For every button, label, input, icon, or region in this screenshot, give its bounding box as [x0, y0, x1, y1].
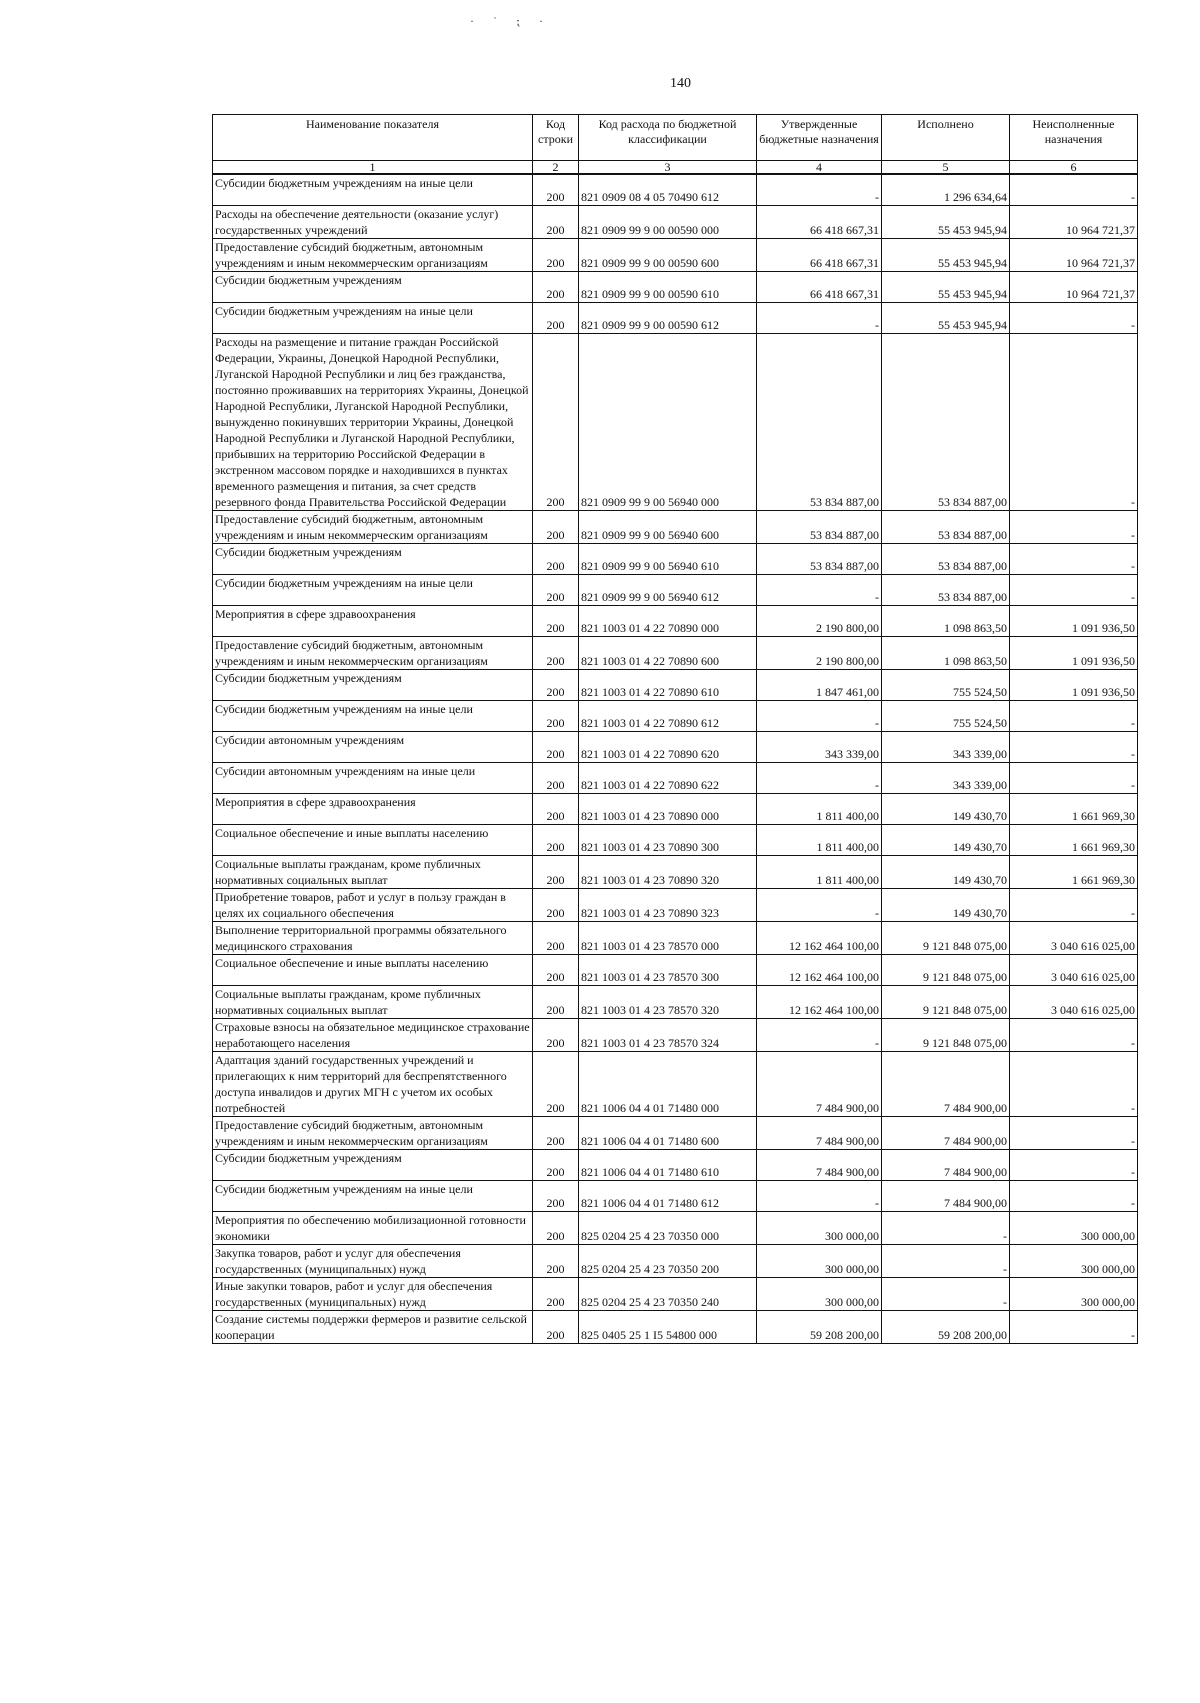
- row-executed: 149 430,70: [882, 889, 1010, 922]
- row-expense-code: 825 0204 25 4 23 70350 240: [579, 1278, 757, 1311]
- row-unexecuted: -: [1010, 1311, 1138, 1344]
- row-approved: -: [757, 1019, 882, 1052]
- row-executed: 9 121 848 075,00: [882, 922, 1010, 955]
- row-name: Закупка товаров, работ и услуг для обеспечения государственных (муниципальных) нужд: [213, 1245, 533, 1278]
- row-expense-code: 821 0909 99 9 00 56940 612: [579, 575, 757, 606]
- table-row: [213, 1019, 1138, 1052]
- row-line-code: 200: [533, 794, 579, 825]
- budget-execution-table: [212, 114, 1138, 1344]
- table-row: [213, 511, 1138, 544]
- table-row: [213, 303, 1138, 334]
- table-row: [213, 1278, 1138, 1311]
- row-approved: 12 162 464 100,00: [757, 922, 882, 955]
- page-number: 140: [670, 76, 691, 91]
- row-unexecuted: 3 040 616 025,00: [1010, 955, 1138, 986]
- row-approved: 59 208 200,00: [757, 1311, 882, 1344]
- row-name: Создание системы поддержки фермеров и развитие сельской кооперации: [213, 1311, 533, 1344]
- table-row: [213, 825, 1138, 856]
- row-unexecuted: 1 091 936,50: [1010, 670, 1138, 701]
- row-executed: 55 453 945,94: [882, 272, 1010, 303]
- row-expense-code: 821 1003 01 4 22 70890 622: [579, 763, 757, 794]
- table-row: [213, 794, 1138, 825]
- row-expense-code: 825 0405 25 1 I5 54800 000: [579, 1311, 757, 1344]
- row-unexecuted: 10 964 721,37: [1010, 239, 1138, 272]
- row-name: Социальное обеспечение и иные выплаты населению: [213, 825, 533, 856]
- row-line-code: 200: [533, 575, 579, 606]
- row-line-code: 200: [533, 1311, 579, 1344]
- row-line-code: 200: [533, 511, 579, 544]
- table-row: [213, 544, 1138, 575]
- row-executed: 1 296 634,64: [882, 174, 1010, 206]
- row-name: Субсидии автономным учреждениям на иные цели: [213, 763, 533, 794]
- row-line-code: 200: [533, 856, 579, 889]
- row-name: Субсидии автономным учреждениям: [213, 732, 533, 763]
- table-row: [213, 239, 1138, 272]
- row-name: Субсидии бюджетным учреждениям: [213, 544, 533, 575]
- row-approved: 53 834 887,00: [757, 544, 882, 575]
- table-row: [213, 955, 1138, 986]
- row-approved: 300 000,00: [757, 1278, 882, 1311]
- row-name: Иные закупки товаров, работ и услуг для обеспечения государственных (муниципальных) нужд: [213, 1278, 533, 1311]
- row-approved: 1 811 400,00: [757, 856, 882, 889]
- row-unexecuted: -: [1010, 544, 1138, 575]
- row-executed: -: [882, 1278, 1010, 1311]
- row-name: Предоставление субсидий бюджетным, автономным учреждениям и иным некоммерческим организациям: [213, 1117, 533, 1150]
- row-unexecuted: 1 091 936,50: [1010, 606, 1138, 637]
- row-line-code: 200: [533, 1245, 579, 1278]
- row-unexecuted: 1 661 969,30: [1010, 794, 1138, 825]
- row-unexecuted: -: [1010, 763, 1138, 794]
- row-name: Расходы на размещение и питание граждан Российской Федерации, Украины, Донецкой Народной Республики, Луганской Народной Республики и лиц без гражданства, постоянно проживавших на территориях Украины, Донецкой Народной Республики, Луганской Народной Республики, вынужденно покинувших территории Украины, Донецкой Народной Республики и Луганской Народной Республики, прибывших на территорию Российской Федерации в экстренном массовом порядке и находившихся в пунктах временного размещения и питания, за счет средств резервного фонда Правительства Российской Федерации: [213, 334, 533, 511]
- row-line-code: 200: [533, 955, 579, 986]
- row-name: Социальное обеспечение и иные выплаты населению: [213, 955, 533, 986]
- row-expense-code: 821 1003 01 4 23 78570 000: [579, 922, 757, 955]
- row-name: Расходы на обеспечение деятельности (оказание услуг) государственных учреждений: [213, 206, 533, 239]
- row-name: Субсидии бюджетным учреждениям: [213, 1150, 533, 1181]
- row-unexecuted: -: [1010, 1052, 1138, 1117]
- row-name: Предоставление субсидий бюджетным, автономным учреждениям и иным некоммерческим организациям: [213, 637, 533, 670]
- row-unexecuted: -: [1010, 1117, 1138, 1150]
- row-expense-code: 821 0909 99 9 00 00590 610: [579, 272, 757, 303]
- row-executed: 755 524,50: [882, 670, 1010, 701]
- row-unexecuted: -: [1010, 511, 1138, 544]
- row-expense-code: 821 1003 01 4 23 70890 000: [579, 794, 757, 825]
- row-approved: 7 484 900,00: [757, 1117, 882, 1150]
- row-line-code: 200: [533, 637, 579, 670]
- row-approved: 53 834 887,00: [757, 334, 882, 511]
- row-line-code: 200: [533, 1278, 579, 1311]
- row-unexecuted: -: [1010, 889, 1138, 922]
- row-approved: 2 190 800,00: [757, 637, 882, 670]
- column-number: 4: [757, 161, 882, 175]
- column-number: 6: [1010, 161, 1138, 175]
- row-approved: 7 484 900,00: [757, 1150, 882, 1181]
- row-unexecuted: -: [1010, 174, 1138, 206]
- table-row: [213, 206, 1138, 239]
- row-unexecuted: -: [1010, 732, 1138, 763]
- row-expense-code: 821 1006 04 4 01 71480 610: [579, 1150, 757, 1181]
- row-approved: 343 339,00: [757, 732, 882, 763]
- row-line-code: 200: [533, 889, 579, 922]
- table-row: [213, 1181, 1138, 1212]
- row-executed: 149 430,70: [882, 794, 1010, 825]
- row-executed: 7 484 900,00: [882, 1117, 1010, 1150]
- row-approved: -: [757, 763, 882, 794]
- row-name: Субсидии бюджетным учреждениям на иные цели: [213, 1181, 533, 1212]
- row-executed: 149 430,70: [882, 856, 1010, 889]
- table-row: [213, 1117, 1138, 1150]
- row-executed: -: [882, 1245, 1010, 1278]
- row-executed: 59 208 200,00: [882, 1311, 1010, 1344]
- row-executed: 755 524,50: [882, 701, 1010, 732]
- row-name: Субсидии бюджетным учреждениям на иные цели: [213, 575, 533, 606]
- row-expense-code: 821 1006 04 4 01 71480 000: [579, 1052, 757, 1117]
- row-name: Выполнение территориальной программы обязательного медицинского страхования: [213, 922, 533, 955]
- row-line-code: 200: [533, 986, 579, 1019]
- row-expense-code: 821 1003 01 4 23 70890 323: [579, 889, 757, 922]
- row-unexecuted: 1 091 936,50: [1010, 637, 1138, 670]
- row-expense-code: 821 0909 08 4 05 70490 612: [579, 174, 757, 206]
- row-expense-code: 821 1003 01 4 22 70890 000: [579, 606, 757, 637]
- row-approved: 2 190 800,00: [757, 606, 882, 637]
- row-line-code: 200: [533, 272, 579, 303]
- row-name: Субсидии бюджетным учреждениям на иные цели: [213, 701, 533, 732]
- row-line-code: 200: [533, 174, 579, 206]
- row-line-code: 200: [533, 922, 579, 955]
- row-name: Страховые взносы на обязательное медицинское страхование неработающего населения: [213, 1019, 533, 1052]
- row-unexecuted: -: [1010, 1181, 1138, 1212]
- table-row: [213, 670, 1138, 701]
- row-approved: 1 811 400,00: [757, 794, 882, 825]
- row-unexecuted: 10 964 721,37: [1010, 272, 1138, 303]
- row-name: Адаптация зданий государственных учреждений и прилегающих к ним территорий для беспрепятственного доступа инвалидов и других МГН с учетом их особых потребностей: [213, 1052, 533, 1117]
- row-executed: 149 430,70: [882, 825, 1010, 856]
- row-line-code: 200: [533, 1212, 579, 1245]
- row-name: Субсидии бюджетным учреждениям на иные цели: [213, 174, 533, 206]
- column-number: 1: [213, 161, 533, 175]
- row-executed: -: [882, 1212, 1010, 1245]
- row-name: Приобретение товаров, работ и услуг в пользу граждан в целях их социального обеспечения: [213, 889, 533, 922]
- row-approved: 12 162 464 100,00: [757, 986, 882, 1019]
- row-executed: 53 834 887,00: [882, 511, 1010, 544]
- header-executed: Исполнено: [882, 115, 1010, 161]
- row-expense-code: 821 1003 01 4 23 70890 300: [579, 825, 757, 856]
- row-approved: 66 418 667,31: [757, 239, 882, 272]
- row-expense-code: 821 0909 99 9 00 56940 610: [579, 544, 757, 575]
- row-line-code: 200: [533, 334, 579, 511]
- row-unexecuted: 3 040 616 025,00: [1010, 986, 1138, 1019]
- row-unexecuted: -: [1010, 334, 1138, 511]
- row-approved: 66 418 667,31: [757, 206, 882, 239]
- column-number-row: [213, 161, 1138, 175]
- row-executed: 7 484 900,00: [882, 1150, 1010, 1181]
- table-row: [213, 1150, 1138, 1181]
- row-line-code: 200: [533, 1117, 579, 1150]
- row-expense-code: 821 1003 01 4 22 70890 612: [579, 701, 757, 732]
- row-name: Социальные выплаты гражданам, кроме публичных нормативных социальных выплат: [213, 986, 533, 1019]
- row-line-code: 200: [533, 763, 579, 794]
- row-executed: 1 098 863,50: [882, 637, 1010, 670]
- row-expense-code: 821 1003 01 4 23 78570 324: [579, 1019, 757, 1052]
- row-line-code: 200: [533, 544, 579, 575]
- row-expense-code: 821 0909 99 9 00 00590 000: [579, 206, 757, 239]
- table-row: [213, 1052, 1138, 1117]
- row-executed: 53 834 887,00: [882, 575, 1010, 606]
- row-line-code: 200: [533, 825, 579, 856]
- row-unexecuted: -: [1010, 303, 1138, 334]
- row-expense-code: 821 0909 99 9 00 00590 600: [579, 239, 757, 272]
- row-approved: -: [757, 889, 882, 922]
- row-approved: -: [757, 575, 882, 606]
- row-expense-code: 821 0909 99 9 00 56940 000: [579, 334, 757, 511]
- row-name: Социальные выплаты гражданам, кроме публичных нормативных социальных выплат: [213, 856, 533, 889]
- row-approved: 300 000,00: [757, 1245, 882, 1278]
- row-unexecuted: -: [1010, 701, 1138, 732]
- row-expense-code: 821 1003 01 4 22 70890 600: [579, 637, 757, 670]
- row-line-code: 200: [533, 670, 579, 701]
- row-approved: 7 484 900,00: [757, 1052, 882, 1117]
- row-approved: -: [757, 701, 882, 732]
- row-unexecuted: -: [1010, 575, 1138, 606]
- row-line-code: 200: [533, 732, 579, 763]
- row-expense-code: 825 0204 25 4 23 70350 200: [579, 1245, 757, 1278]
- table-row: [213, 575, 1138, 606]
- row-expense-code: 825 0204 25 4 23 70350 000: [579, 1212, 757, 1245]
- row-executed: 55 453 945,94: [882, 206, 1010, 239]
- row-expense-code: 821 1003 01 4 22 70890 610: [579, 670, 757, 701]
- row-expense-code: 821 0909 99 9 00 00590 612: [579, 303, 757, 334]
- header-line-code: Код строки: [533, 115, 579, 161]
- row-executed: 1 098 863,50: [882, 606, 1010, 637]
- row-approved: 300 000,00: [757, 1212, 882, 1245]
- row-executed: 7 484 900,00: [882, 1181, 1010, 1212]
- row-approved: 53 834 887,00: [757, 511, 882, 544]
- header-expense-code: Код расхода по бюджетной классификации: [579, 115, 757, 161]
- row-executed: 9 121 848 075,00: [882, 955, 1010, 986]
- row-executed: 343 339,00: [882, 732, 1010, 763]
- row-executed: 9 121 848 075,00: [882, 986, 1010, 1019]
- table-body: [213, 174, 1138, 1344]
- row-executed: 53 834 887,00: [882, 544, 1010, 575]
- table-row: [213, 732, 1138, 763]
- row-unexecuted: 300 000,00: [1010, 1278, 1138, 1311]
- column-number: 5: [882, 161, 1010, 175]
- row-approved: 12 162 464 100,00: [757, 955, 882, 986]
- table-row: [213, 889, 1138, 922]
- row-unexecuted: 300 000,00: [1010, 1245, 1138, 1278]
- row-name: Субсидии бюджетным учреждениям: [213, 670, 533, 701]
- row-unexecuted: 1 661 969,30: [1010, 856, 1138, 889]
- table-row: [213, 763, 1138, 794]
- row-unexecuted: -: [1010, 1019, 1138, 1052]
- table-row: [213, 637, 1138, 670]
- row-unexecuted: 3 040 616 025,00: [1010, 922, 1138, 955]
- row-approved: -: [757, 303, 882, 334]
- row-unexecuted: 300 000,00: [1010, 1212, 1138, 1245]
- row-name: Мероприятия в сфере здравоохранения: [213, 794, 533, 825]
- row-approved: 1 847 461,00: [757, 670, 882, 701]
- table-row: [213, 1245, 1138, 1278]
- row-line-code: 200: [533, 701, 579, 732]
- row-name: Субсидии бюджетным учреждениям: [213, 272, 533, 303]
- row-line-code: 200: [533, 1052, 579, 1117]
- row-line-code: 200: [533, 303, 579, 334]
- row-expense-code: 821 1003 01 4 22 70890 620: [579, 732, 757, 763]
- row-expense-code: 821 1003 01 4 23 78570 300: [579, 955, 757, 986]
- table-row: [213, 856, 1138, 889]
- row-executed: 343 339,00: [882, 763, 1010, 794]
- row-executed: 55 453 945,94: [882, 303, 1010, 334]
- table-row: [213, 1311, 1138, 1344]
- table-header-row: [213, 115, 1138, 161]
- table-row: [213, 701, 1138, 732]
- row-approved: -: [757, 1181, 882, 1212]
- row-expense-code: 821 1003 01 4 23 70890 320: [579, 856, 757, 889]
- column-number: 3: [579, 161, 757, 175]
- table-row: [213, 174, 1138, 206]
- row-line-code: 200: [533, 1181, 579, 1212]
- row-line-code: 200: [533, 606, 579, 637]
- row-expense-code: 821 1006 04 4 01 71480 612: [579, 1181, 757, 1212]
- row-expense-code: 821 1003 01 4 23 78570 320: [579, 986, 757, 1019]
- row-executed: 55 453 945,94: [882, 239, 1010, 272]
- row-executed: 9 121 848 075,00: [882, 1019, 1010, 1052]
- table-row: [213, 334, 1138, 511]
- table-row: [213, 922, 1138, 955]
- column-number: 2: [533, 161, 579, 175]
- row-line-code: 200: [533, 1150, 579, 1181]
- row-executed: 7 484 900,00: [882, 1052, 1010, 1117]
- header-unexecuted: Неисполненные назначения: [1010, 115, 1138, 161]
- row-line-code: 200: [533, 206, 579, 239]
- row-name: Предоставление субсидий бюджетным, автономным учреждениям и иным некоммерческим организациям: [213, 511, 533, 544]
- table-row: [213, 986, 1138, 1019]
- row-name: Мероприятия по обеспечению мобилизационной готовности экономики: [213, 1212, 533, 1245]
- row-approved: -: [757, 174, 882, 206]
- table-row: [213, 606, 1138, 637]
- table-row: [213, 1212, 1138, 1245]
- row-approved: 66 418 667,31: [757, 272, 882, 303]
- row-expense-code: 821 1006 04 4 01 71480 600: [579, 1117, 757, 1150]
- row-approved: 1 811 400,00: [757, 825, 882, 856]
- row-expense-code: 821 0909 99 9 00 56940 600: [579, 511, 757, 544]
- row-unexecuted: -: [1010, 1150, 1138, 1181]
- row-unexecuted: 1 661 969,30: [1010, 825, 1138, 856]
- row-name: Субсидии бюджетным учреждениям на иные цели: [213, 303, 533, 334]
- table-row: [213, 272, 1138, 303]
- header-name: Наименование показателя: [213, 115, 533, 161]
- scan-specks: · ˙ ⁏ ·: [470, 14, 552, 28]
- row-line-code: 200: [533, 1019, 579, 1052]
- row-line-code: 200: [533, 239, 579, 272]
- row-executed: 53 834 887,00: [882, 334, 1010, 511]
- row-name: Предоставление субсидий бюджетным, автономным учреждениям и иным некоммерческим организациям: [213, 239, 533, 272]
- row-name: Мероприятия в сфере здравоохранения: [213, 606, 533, 637]
- row-unexecuted: 10 964 721,37: [1010, 206, 1138, 239]
- header-approved: Утвержденные бюджетные назначения: [757, 115, 882, 161]
